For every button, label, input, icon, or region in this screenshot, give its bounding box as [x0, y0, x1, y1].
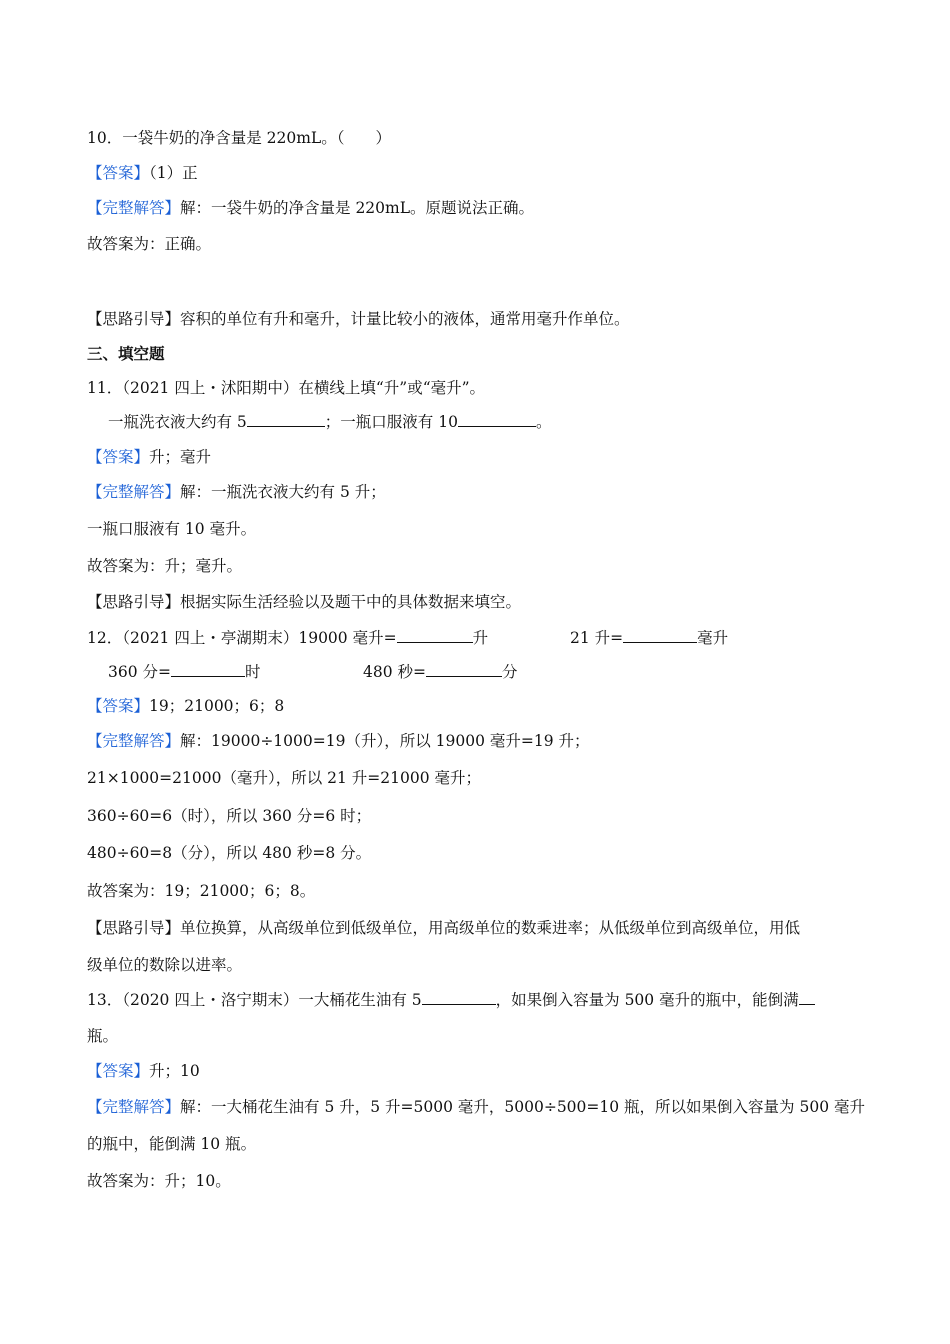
- q13-answer: [87, 1061, 200, 1081]
- answer-text: 升；毫升: [149, 448, 212, 466]
- hint-tag: 【思路引导】: [87, 310, 181, 328]
- q12-unit-1: 升: [472, 629, 489, 647]
- q11-solution: [87, 482, 386, 502]
- q10-solution: [87, 198, 534, 218]
- q10-hint: [87, 309, 630, 329]
- hint-text: 单位换算，从高级单位到低级单位，用高级单位的数乘进率；从低级单位到高级单位，用低: [180, 919, 801, 937]
- q10-question: 10．一袋牛奶的净含量是 220mL。（ ）: [87, 129, 391, 147]
- q12-hint-2: 级单位的数除以进率。: [87, 956, 243, 974]
- hint-text: 容积的单位有升和毫升，计量比较小的液体，通常用毫升作单位。: [180, 310, 630, 328]
- q12-text-4: 480 秒=: [363, 663, 426, 681]
- q12-question-row-2: [108, 662, 261, 682]
- q11-text-c: 。: [535, 413, 552, 431]
- q11-conclusion: 故答案为：升；毫升。: [87, 557, 243, 575]
- q13-text-1: 13．（2020 四上・洛宁期末）一大桶花生油有 5: [87, 991, 422, 1009]
- q12-unit-2: 毫升: [697, 629, 729, 647]
- q13-question: [87, 990, 815, 1010]
- q12-question-row-1b: [570, 628, 728, 648]
- hint-text: 根据实际生活经验以及题干中的具体数据来填空。: [180, 593, 522, 611]
- q12-conclusion: 故答案为：19；21000；6；8。: [87, 882, 316, 900]
- q13-solution: [87, 1097, 865, 1117]
- solution-text: 解：一瓶洗衣液大约有 5 升；: [180, 483, 386, 501]
- q12-hint: [87, 918, 800, 938]
- fill-blank[interactable]: [799, 990, 815, 1005]
- q11-answer: [87, 447, 211, 467]
- q12-unit-4: 分: [502, 663, 518, 681]
- solution-tag: 【完整解答】: [87, 1098, 181, 1116]
- fill-blank[interactable]: [422, 990, 496, 1005]
- q11-text-b: ；一瓶口服液有 10: [324, 413, 458, 431]
- answer-tag: 【答案】: [87, 697, 150, 715]
- q11-question: 11．（2021 四上・沭阳期中）在横线上填“升”或“毫升”。: [87, 379, 486, 397]
- q12-answer: [87, 696, 284, 716]
- q10-answer: [87, 163, 198, 183]
- solution-text: 解：19000÷1000=19（升），所以 19000 毫升=19 升；: [180, 732, 590, 750]
- q12-solution-4: 480÷60=8（分），所以 480 秒=8 分。: [87, 844, 372, 862]
- q12-unit-3: 时: [245, 663, 261, 681]
- q13-solution-2: 的瓶中，能倒满 10 瓶。: [87, 1135, 257, 1153]
- q12-text-3: 360 分=: [108, 663, 171, 681]
- fill-blank[interactable]: [623, 628, 697, 643]
- q12-solution: [87, 731, 590, 751]
- fill-blank[interactable]: [171, 662, 245, 677]
- hint-tag: 【思路引导】: [87, 593, 181, 611]
- answer-text: （1）正: [149, 164, 198, 182]
- fill-blank[interactable]: [426, 662, 502, 677]
- solution-text: 解：一大桶花生油有 5 升，5 升=5000 毫升，5000÷500=10 瓶，所以如果倒入容量为 500 毫升: [180, 1098, 865, 1116]
- q13-question-2: 瓶。: [87, 1027, 119, 1045]
- q12-solution-3: 360÷60=6（时），所以 360 分=6 时；: [87, 807, 372, 825]
- q12-solution-2: 21×1000=21000（毫升），所以 21 升=21000 毫升；: [87, 769, 482, 787]
- q11-fill-line: [108, 412, 551, 432]
- answer-text: 19；21000；6；8: [149, 697, 285, 715]
- solution-text: 解：一袋牛奶的净含量是 220mL。原题说法正确。: [180, 199, 535, 217]
- q12-question-row-1: [87, 628, 488, 648]
- q11-solution-2: 一瓶口服液有 10 毫升。: [87, 520, 257, 538]
- hint-tag: 【思路引导】: [87, 919, 181, 937]
- q11-hint: [87, 592, 521, 612]
- solution-tag: 【完整解答】: [87, 483, 181, 501]
- answer-text: 升；10: [149, 1062, 200, 1080]
- section-title: 三、填空题: [87, 344, 165, 363]
- q13-text-2: ，如果倒入容量为 500 毫升的瓶中，能倒满: [495, 991, 799, 1009]
- fill-blank[interactable]: [458, 412, 536, 427]
- solution-tag: 【完整解答】: [87, 732, 181, 750]
- answer-tag: 【答案】: [87, 1062, 150, 1080]
- q12-text-2: 21 升=: [570, 629, 624, 647]
- q13-conclusion: 故答案为：升；10。: [87, 1172, 231, 1190]
- q12-text-1: 12．（2021 四上・亭湖期末）19000 毫升=: [87, 629, 397, 647]
- fill-blank[interactable]: [397, 628, 473, 643]
- solution-tag: 【完整解答】: [87, 199, 181, 217]
- q11-text-a: 一瓶洗衣液大约有 5: [108, 413, 247, 431]
- q12-question-row-2b: [363, 662, 518, 682]
- fill-blank[interactable]: [247, 412, 325, 427]
- q10-conclusion: 故答案为：正确。: [87, 235, 212, 253]
- answer-tag: 【答案】: [87, 164, 150, 182]
- answer-tag: 【答案】: [87, 448, 150, 466]
